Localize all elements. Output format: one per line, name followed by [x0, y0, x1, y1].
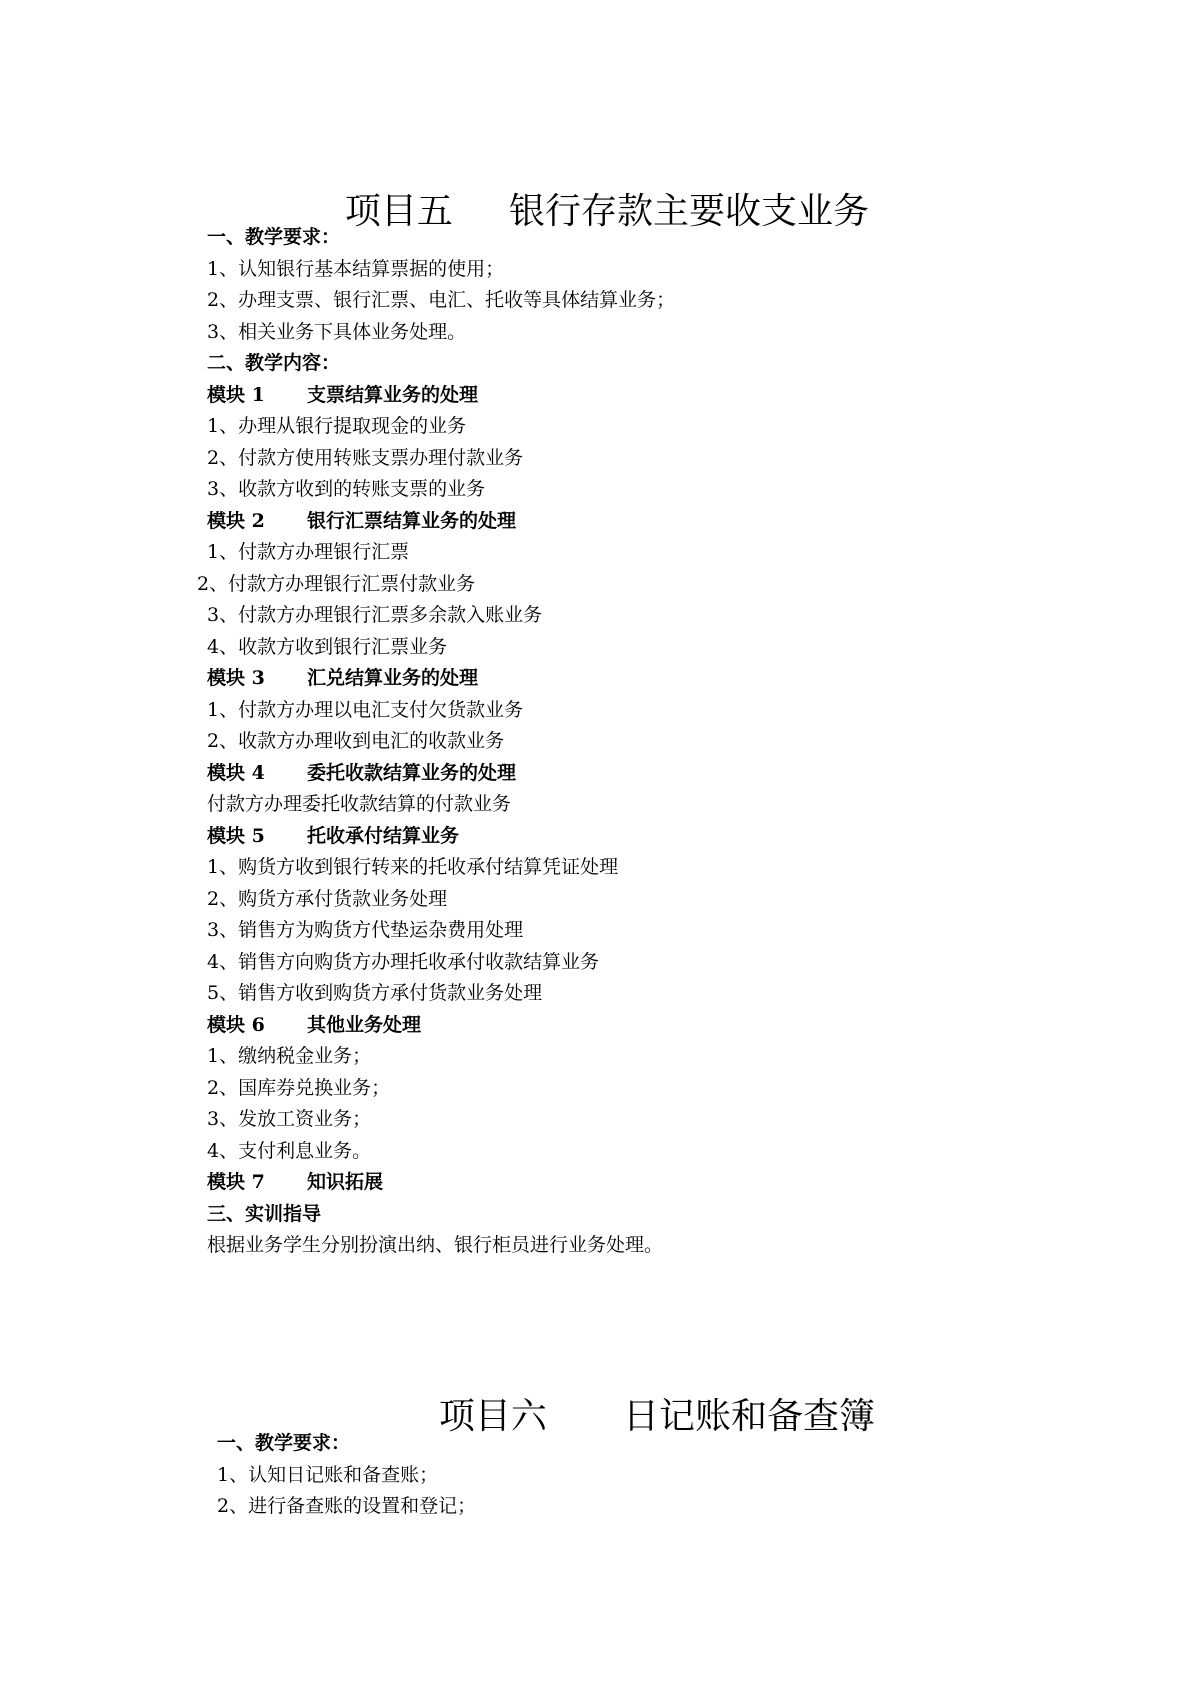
- list-item: 1、付款方办理以电汇支付欠货款业务: [207, 698, 524, 721]
- module-title: 托收承付结算业务: [307, 824, 460, 847]
- list-item: 2、收款方办理收到电汇的收款业务: [207, 730, 505, 752]
- module-title: 其他业务处理: [307, 1013, 422, 1036]
- req-heading: 一、教学要求：: [207, 226, 341, 248]
- content-heading: 二、教学内容：: [207, 352, 341, 374]
- list-item: 1、购货方收到银行转来的托收承付结算凭证处理: [207, 856, 619, 878]
- module-number: 模块 3: [207, 667, 265, 689]
- list-item: 2、进行备查账的设置和登记；: [217, 1495, 477, 1517]
- section5-body: [197, 222, 676, 1262]
- list-item: 付款方办理委托收款结算的付款业务: [207, 793, 512, 815]
- practice-heading: 三、实训指导: [207, 1202, 322, 1225]
- module-number: 模块 6: [207, 1013, 265, 1036]
- list-item: 3、发放工资业务；: [207, 1108, 372, 1130]
- module-4-heading: [207, 758, 675, 790]
- module-7-heading: [207, 1167, 675, 1199]
- section5-title-num: 项目五: [344, 191, 453, 232]
- list-item: 1、认知日记账和备查账；: [217, 1463, 439, 1486]
- practice-text: 根据业务学生分别扮演出纳、银行柜员进行业务处理。: [207, 1234, 664, 1256]
- list-item: 1、付款方办理银行汇票: [207, 541, 410, 563]
- section6-title-text: 日记账和备查簿: [622, 1396, 875, 1437]
- module-title: 汇兑结算业务的处理: [307, 667, 479, 689]
- module-3-heading: [207, 663, 675, 695]
- module-title: 银行汇票结算业务的处理: [307, 509, 517, 532]
- section5-title-text: 银行存款主要收支业务: [508, 191, 869, 232]
- list-item: 3、销售方为购货方代垫运杂费用处理: [207, 919, 524, 941]
- module-title: 知识拓展: [307, 1171, 384, 1193]
- list-item: 3、付款方办理银行汇票多余款入账业务: [207, 604, 543, 626]
- list-item: 2、国库券兑换业务；: [207, 1076, 391, 1099]
- section6-title: [0, 1345, 1191, 1441]
- list-item: 1、缴纳税金业务；: [207, 1045, 372, 1067]
- module-5-heading: [207, 821, 675, 853]
- list-item: 4、支付利息业务。: [207, 1139, 372, 1162]
- module-title: 支票结算业务的处理: [307, 383, 479, 406]
- module-6-heading: [207, 1010, 675, 1042]
- section6-title-num: 项目六: [438, 1396, 547, 1437]
- section6-body: [217, 1428, 476, 1523]
- list-item: 1、认知银行基本结算票据的使用；: [207, 257, 505, 280]
- list-item: 4、销售方向购货方办理托收承付收款结算业务: [207, 950, 600, 973]
- module-title: 委托收款结算业务的处理: [307, 761, 517, 784]
- list-item: 5、销售方收到购货方承付货款业务处理: [207, 982, 543, 1004]
- list-item: 3、收款方收到的转账支票的业务: [207, 478, 486, 500]
- module-number: 模块 4: [207, 761, 265, 784]
- module-1-heading: [207, 380, 675, 412]
- list-item: 4、收款方收到银行汇票业务: [207, 635, 448, 658]
- module-number: 模块 5: [207, 824, 265, 847]
- module-2-heading: [207, 506, 675, 538]
- req-heading: 一、教学要求：: [217, 1432, 351, 1454]
- list-item: 2、购货方承付货款业务处理: [207, 887, 448, 910]
- module-number: 模块 1: [207, 383, 265, 406]
- list-item: 2、付款方办理银行汇票付款业务: [197, 572, 476, 595]
- module-number: 模块 2: [207, 509, 265, 532]
- module-number: 模块 7: [207, 1171, 265, 1193]
- list-item: 2、办理支票、银行汇票、电汇、托收等具体结算业务；: [207, 289, 676, 311]
- list-item: 3、相关业务下具体业务处理。: [207, 320, 467, 343]
- list-item: 2、付款方使用转账支票办理付款业务: [207, 446, 524, 469]
- list-item: 1、办理从银行提取现金的业务: [207, 415, 467, 437]
